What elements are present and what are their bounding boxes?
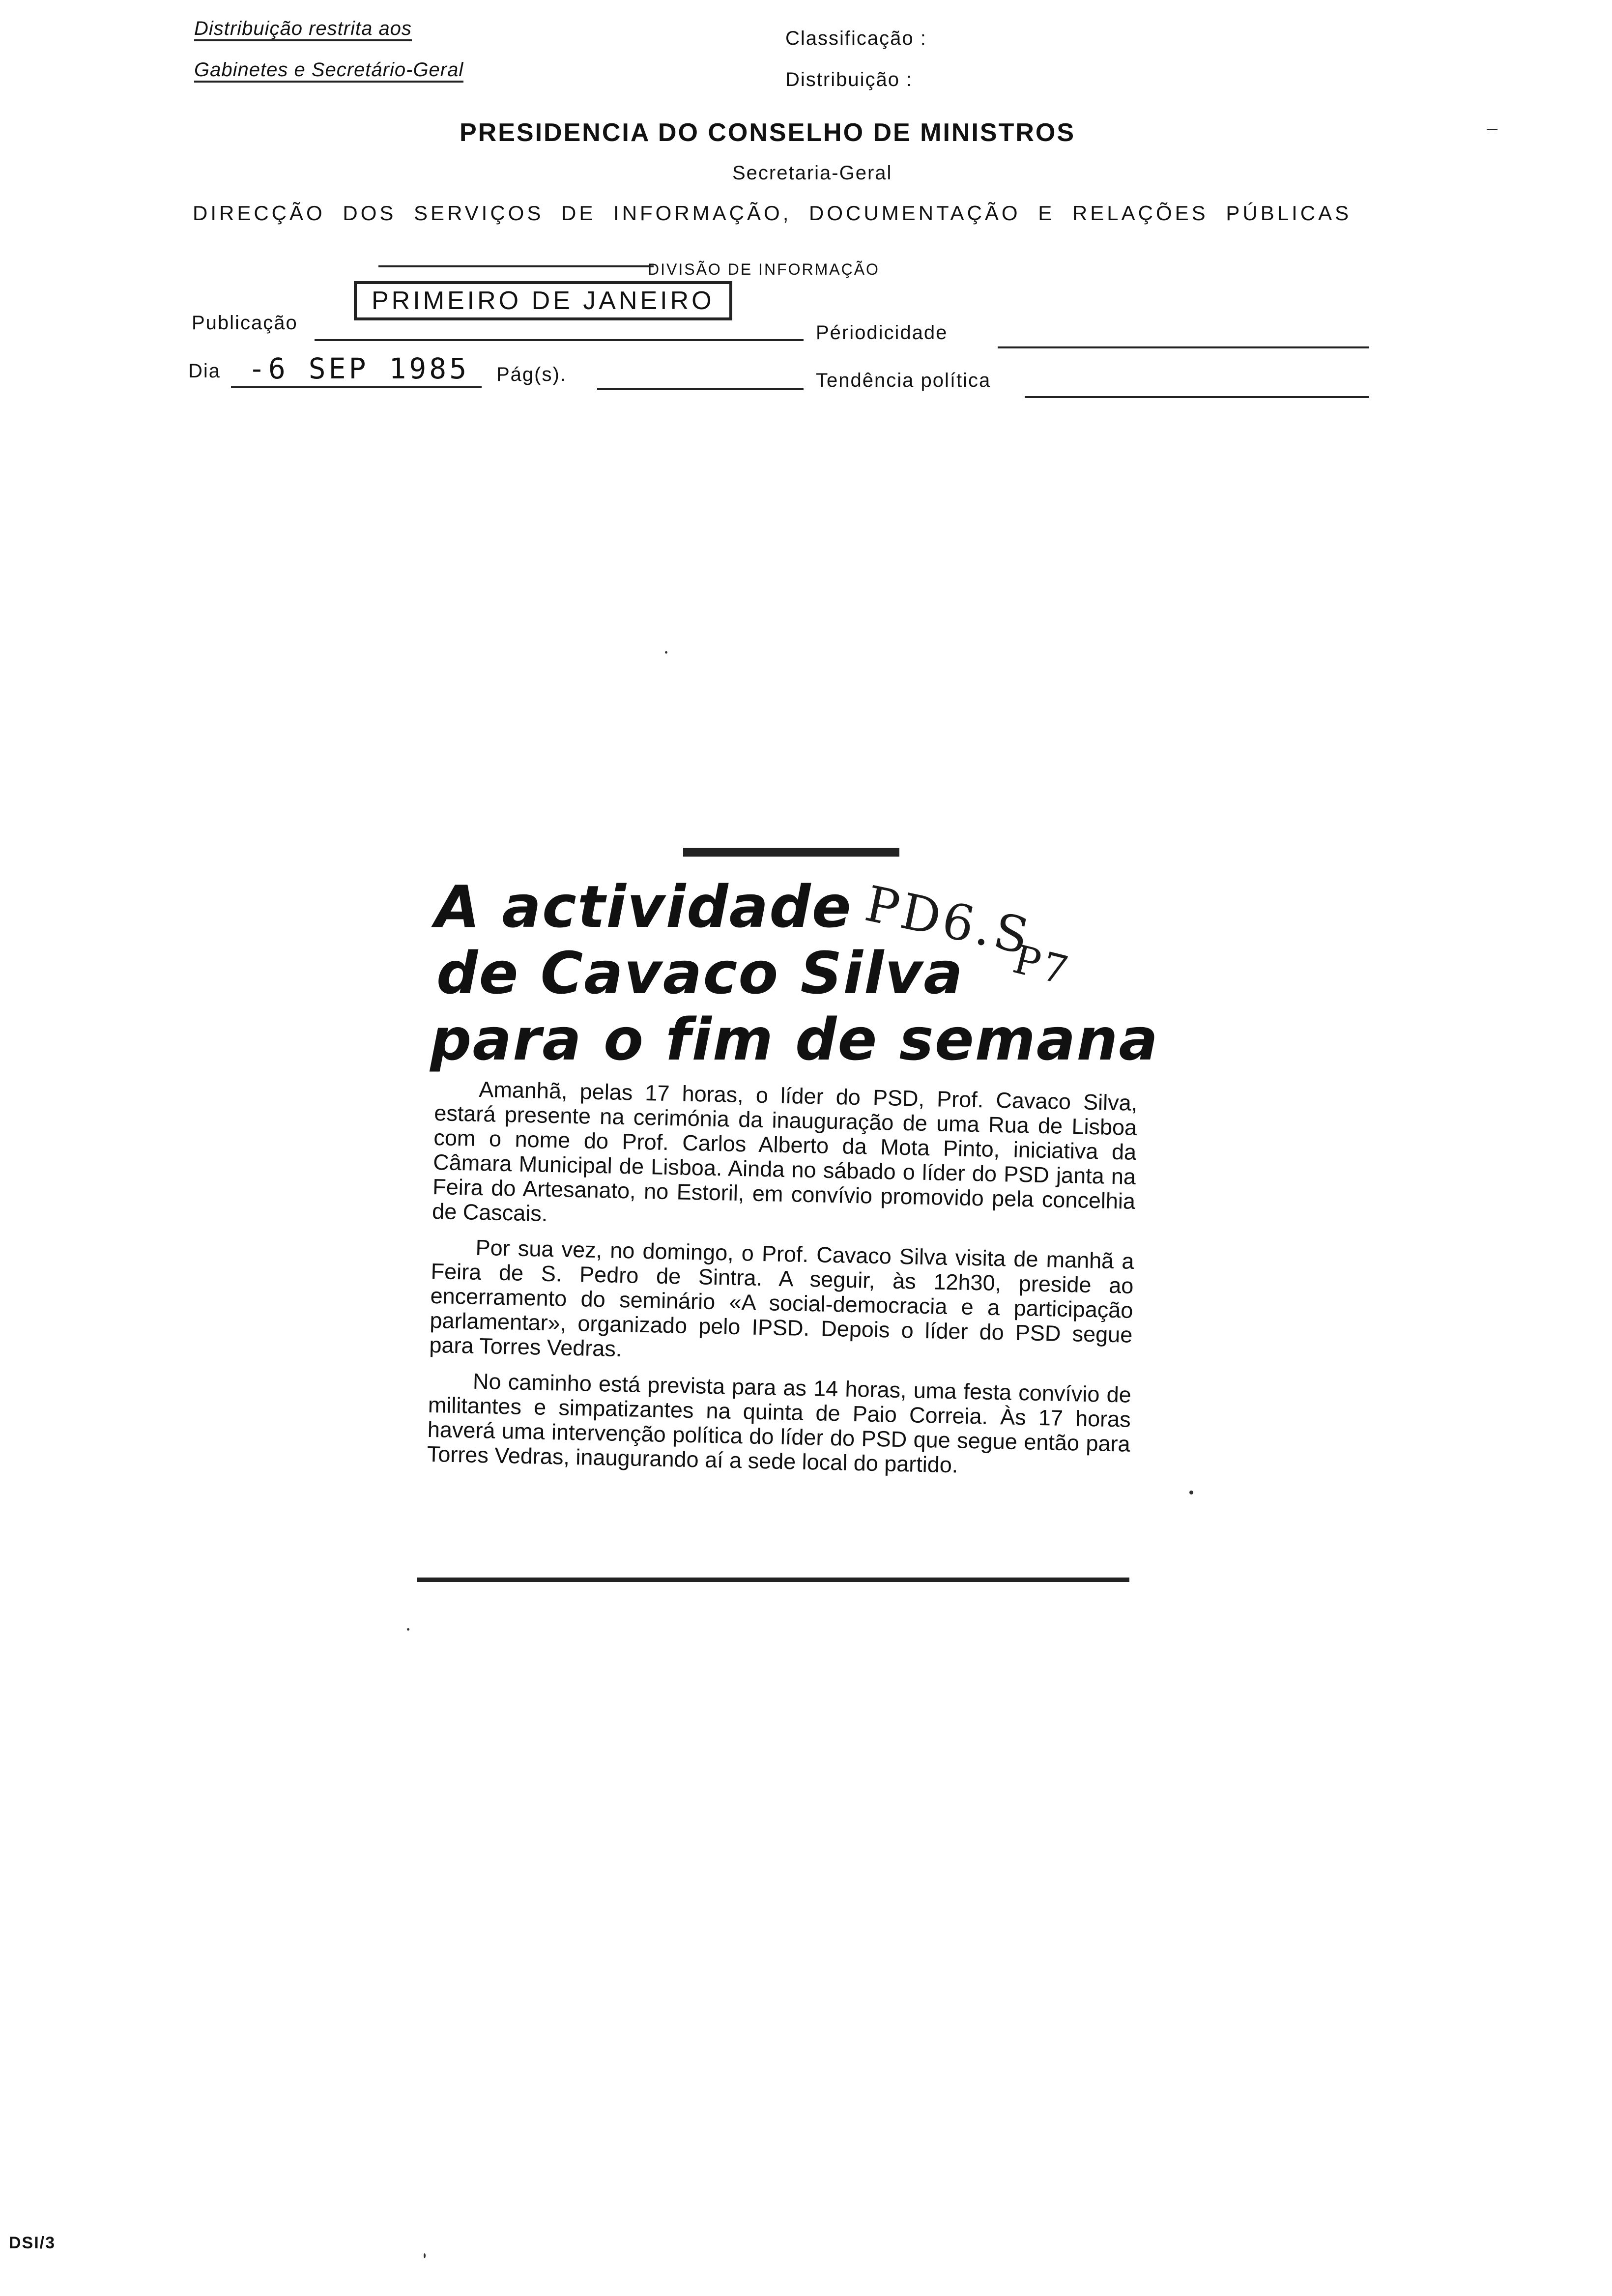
speck bbox=[665, 651, 667, 654]
handwritten-annotation: PD6.S bbox=[860, 875, 1036, 966]
speck bbox=[407, 1628, 409, 1631]
clipping-bottom-rule bbox=[417, 1578, 1129, 1582]
speck bbox=[424, 2253, 426, 2258]
article-body bbox=[427, 1076, 1138, 1492]
clipping-top-rule bbox=[683, 848, 899, 857]
tendencia-label: Tendência política bbox=[816, 370, 991, 391]
publicacao-label: Publicação bbox=[192, 312, 298, 334]
distribuicao-label: Distribuição : bbox=[785, 69, 913, 90]
dia-label: Dia bbox=[188, 360, 221, 382]
article-paragraph: Amanhã, pelas 17 horas, o líder do PSD, Prof. Cavaco Silva, estará presente na cerimónia da inauguração de uma Rua de Lisboa com o nome do Prof. Carlos Alberto da Mota Pinto, iniciativa da Câmara Municipal de Lisboa. Ainda no sábado o líder do PSD janta na Feira do Artesanato, no Estoril, em convívio promovido pela concelhia de Cascais. bbox=[432, 1076, 1138, 1226]
article-title-line3: para o fim de semana bbox=[430, 1005, 1159, 1073]
footer-code: DSI/3 bbox=[9, 2234, 56, 2252]
handwritten-annotation-2: P7 bbox=[1008, 936, 1076, 995]
publicacao-line bbox=[315, 339, 804, 341]
org-division: DIVISÃO DE INFORMAÇÃO bbox=[648, 260, 880, 278]
division-rule bbox=[378, 265, 654, 267]
article-title-line2: de Cavaco Silva bbox=[436, 939, 964, 1007]
org-subtitle: Secretaria-Geral bbox=[732, 162, 892, 184]
periodicidade-label: Périodicidade bbox=[816, 322, 948, 344]
periodicidade-line bbox=[998, 346, 1369, 348]
speck bbox=[1189, 1491, 1193, 1494]
publication-stamp: PRIMEIRO DE JANEIRO bbox=[354, 281, 732, 320]
tendencia-line bbox=[1025, 396, 1369, 398]
classificacao-label: Classificação : bbox=[785, 28, 927, 49]
restricted-distribution-line1: Distribuição restrita aos bbox=[194, 18, 412, 40]
corner-mark bbox=[1487, 129, 1497, 130]
pags-line bbox=[597, 388, 804, 390]
article-paragraph: No caminho está prevista para as 14 horas, uma festa convívio de militantes e simpatizantes na quinta de Paio Correia. Às 17 horas haverá uma intervenção política do líder do PSD que segue então para Torres Vedras, inaugurando aí a sede local do partido. bbox=[427, 1368, 1132, 1478]
pags-label: Pág(s). bbox=[496, 364, 567, 385]
date-stamp: -6 SEP 1985 bbox=[248, 352, 470, 385]
org-directorate: DIRECÇÃO DOS SERVIÇOS DE INFORMAÇÃO, DOCUMENTAÇÃO E RELAÇÕES PÚBLICAS bbox=[193, 201, 1352, 225]
dia-line bbox=[231, 386, 482, 388]
article-title-line1: A actividade bbox=[435, 873, 852, 941]
restricted-distribution-line2: Gabinetes e Secretário-Geral bbox=[194, 59, 463, 81]
article-paragraph: Por sua vez, no domingo, o Prof. Cavaco Silva visita de manhã a Feira de S. Pedro de Sintra. A seguir, às 12h30, preside ao encerramento do seminário «A social-democracia e a participação parlamentar», organizado pelo IPSD. Depois o líder do PSD segue para Torres Vedras. bbox=[429, 1234, 1134, 1362]
org-title: PRESIDENCIA DO CONSELHO DE MINISTROS bbox=[460, 118, 1076, 147]
